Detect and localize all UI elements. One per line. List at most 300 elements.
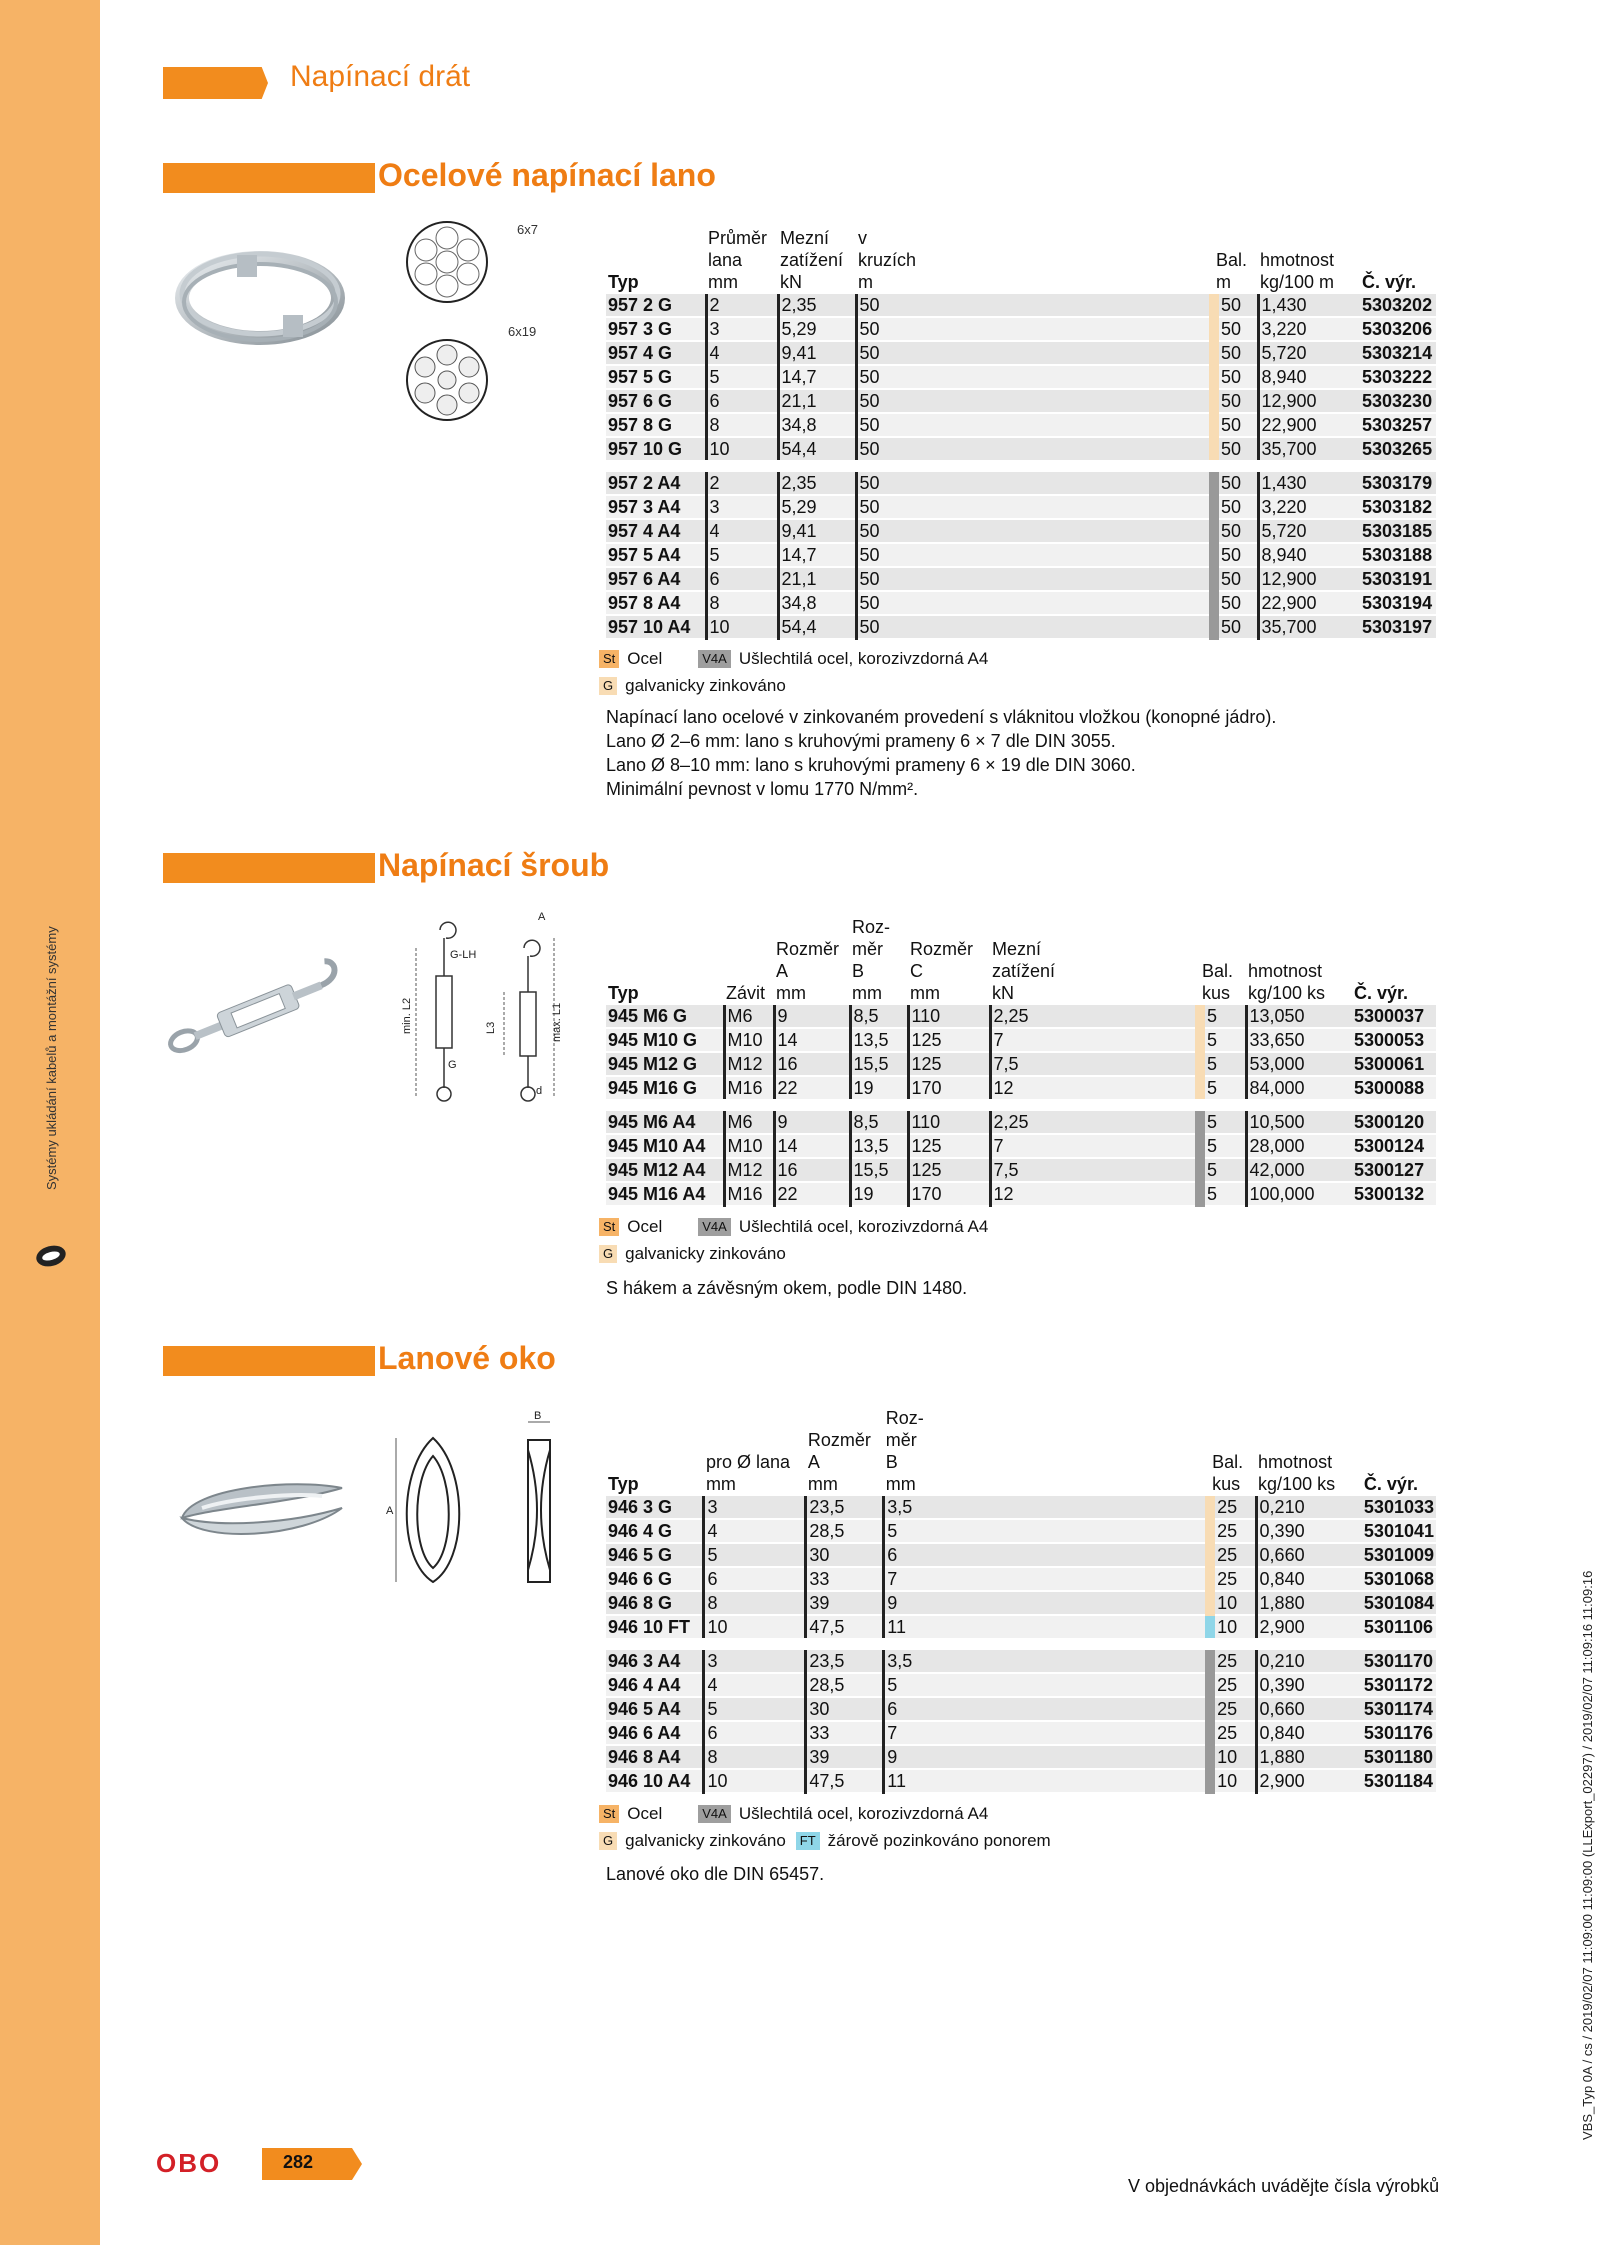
table-header-cell: Závit — [726, 983, 766, 1003]
section-title-lano: Ocelové napínací lano — [378, 157, 716, 193]
value-cell: 8 — [704, 1591, 806, 1615]
table-row — [606, 1745, 1436, 1769]
diagram-label: B — [534, 1410, 542, 1422]
table-header-cell: Bal. — [1202, 961, 1234, 981]
value-cell: 125 — [908, 1134, 990, 1158]
table-row — [606, 365, 1436, 389]
weight-cell: 3,220 — [1258, 495, 1360, 519]
value-cell: 10 — [704, 1769, 806, 1793]
section-title-sroub: Napínací šroub — [378, 847, 610, 883]
table-header-cell — [1352, 961, 1436, 983]
pack-cell: 10 — [1210, 1769, 1256, 1793]
weight-cell: 35,700 — [1258, 437, 1360, 466]
table-header-cell: Č. výr. — [1362, 272, 1417, 292]
table-header-cell: mm — [807, 1474, 838, 1494]
thimble-image — [172, 1448, 352, 1558]
weight-cell: 0,390 — [1256, 1519, 1362, 1543]
table-row — [606, 413, 1436, 437]
type-cell: 946 4 A4 — [606, 1673, 704, 1697]
legend-badge-ft: FT — [796, 1832, 820, 1850]
article-number-cell: 5303191 — [1360, 567, 1436, 591]
legend-badge-v4a: V4A — [698, 1218, 731, 1236]
value-cell: 21,1 — [778, 389, 856, 413]
table-header-cell: kN — [780, 272, 802, 292]
table-row — [606, 1769, 1436, 1793]
value-cell: M6 — [724, 1005, 774, 1028]
weight-cell: 0,660 — [1256, 1543, 1362, 1567]
table-header-cell — [724, 961, 774, 983]
product-table-sroub — [606, 917, 1436, 1207]
value-cell: 3 — [706, 495, 778, 519]
article-number-cell: 5301009 — [1363, 1545, 1434, 1565]
pack-cell: 10 — [1210, 1591, 1256, 1615]
weight-cell: 0,390 — [1256, 1673, 1362, 1697]
table-row — [606, 1567, 1436, 1591]
weight-cell: 53,000 — [1246, 1052, 1352, 1076]
table-header-cell: hmotnost — [1248, 961, 1323, 981]
article-number-cell: 5303206 — [1360, 317, 1436, 341]
type-cell: 946 6 A4 — [606, 1721, 704, 1745]
value-cell: 3 — [706, 317, 778, 341]
table-header-cell — [606, 917, 724, 939]
weight-cell: 0,210 — [1256, 1644, 1362, 1673]
table-header-cell — [1256, 1408, 1362, 1430]
table-header-cell: mm — [776, 983, 806, 1003]
pack-cell: 50 — [1214, 615, 1258, 639]
table-header-cell — [1360, 228, 1436, 250]
article-number-cell: 5303197 — [1360, 615, 1436, 639]
type-cell: 957 6 A4 — [606, 567, 706, 591]
value-cell: M10 — [724, 1134, 774, 1158]
table-header-cell — [1210, 1408, 1256, 1430]
article-number-cell: 5301084 — [1363, 1593, 1434, 1613]
page-number: 282 — [283, 2152, 314, 2172]
table-header-cell: m — [1216, 272, 1231, 292]
value-cell: 50 — [856, 519, 1214, 543]
table-row — [606, 1543, 1436, 1567]
value-cell: 33 — [806, 1567, 884, 1591]
value-cell: 23,5 — [806, 1496, 884, 1519]
article-number-cell: 5300061 — [1352, 1052, 1436, 1076]
product-table-lano — [606, 228, 1436, 640]
type-cell: 945 M16 G — [606, 1076, 724, 1105]
value-cell: 34,8 — [778, 413, 856, 437]
value-cell: 3,5 — [884, 1496, 1210, 1519]
article-number-cell: 5301172 — [1362, 1673, 1436, 1697]
table-row — [606, 1721, 1436, 1745]
value-cell: 23,5 — [806, 1644, 884, 1673]
weight-cell: 22,900 — [1258, 591, 1360, 615]
value-cell: 10 — [704, 1615, 806, 1644]
value-cell: 39 — [806, 1745, 884, 1769]
weight-cell: 2,900 — [1256, 1615, 1362, 1644]
weight-cell: 8,940 — [1258, 365, 1360, 389]
table-header-cell — [1360, 250, 1436, 272]
pack-cell: 5 — [1200, 1076, 1246, 1105]
weight-cell: 0,660 — [1256, 1697, 1362, 1721]
table-header-cell: pro Ø lana — [705, 1452, 790, 1472]
legend-oko — [599, 1800, 1051, 1854]
pack-cell: 50 — [1214, 413, 1258, 437]
legend-text-v4a: Ušlechtilá ocel, korozivzdorná A4 — [738, 648, 989, 668]
diagram-label: L3 — [485, 1021, 497, 1034]
value-cell: 9 — [884, 1745, 1210, 1769]
table-header-cell: Typ — [608, 1474, 639, 1494]
pack-cell: 50 — [1214, 294, 1258, 317]
diagram-label: max. L1 — [551, 1002, 563, 1042]
value-cell: 50 — [856, 413, 1214, 437]
table-header-cell: mm — [885, 1474, 916, 1494]
value-cell: 5,29 — [778, 495, 856, 519]
table-header-cell — [724, 939, 774, 961]
diagram-label: d — [536, 1085, 543, 1097]
section-bar-lano — [163, 163, 375, 193]
value-cell: 7,5 — [990, 1052, 1200, 1076]
value-cell: 14,7 — [778, 543, 856, 567]
weight-cell: 33,650 — [1246, 1028, 1352, 1052]
article-number-cell: 5303265 — [1360, 437, 1436, 466]
table-header-cell — [606, 1430, 704, 1452]
value-cell: 39 — [806, 1591, 884, 1615]
pack-cell: 50 — [1214, 317, 1258, 341]
turnbuckle-diagram — [388, 908, 588, 1118]
pack-cell: 50 — [1214, 495, 1258, 519]
value-cell: 30 — [806, 1697, 884, 1721]
article-number-cell: 5303202 — [1360, 294, 1436, 317]
legend-lano — [599, 645, 988, 699]
table-row — [606, 437, 1436, 466]
value-cell: 14,7 — [778, 365, 856, 389]
table-row — [606, 615, 1436, 639]
table-header-cell — [1352, 939, 1436, 961]
type-cell: 957 4 G — [606, 341, 706, 365]
value-cell: 12 — [990, 1076, 1200, 1105]
diagram-label: A — [386, 1505, 394, 1517]
pack-cell: 25 — [1210, 1496, 1256, 1519]
table-row — [606, 1644, 1436, 1673]
diagram-label: G — [448, 1059, 457, 1071]
weight-cell: 28,000 — [1246, 1134, 1352, 1158]
table-header-cell: Roz- — [885, 1408, 924, 1428]
table-header-cell: měr — [885, 1430, 917, 1450]
type-cell: 957 3 G — [606, 317, 706, 341]
type-cell: 957 5 A4 — [606, 543, 706, 567]
value-cell: 9 — [884, 1591, 1210, 1615]
article-number-cell: 5303194 — [1360, 591, 1436, 615]
value-cell: 9 — [774, 1005, 850, 1028]
value-cell: 21,1 — [778, 567, 856, 591]
value-cell: 5 — [704, 1697, 806, 1721]
table-header-cell: Mezní — [780, 228, 830, 248]
legend-text-ft: žárově pozinkováno ponorem — [827, 1830, 1051, 1850]
note-oko — [606, 1862, 824, 1886]
value-cell: 2 — [706, 466, 778, 495]
pack-cell: 50 — [1214, 567, 1258, 591]
article-number-cell: 5301174 — [1362, 1697, 1436, 1721]
article-number-cell: 5301170 — [1362, 1644, 1436, 1673]
pack-cell: 50 — [1214, 519, 1258, 543]
pack-cell: 25 — [1210, 1697, 1256, 1721]
value-cell: 11 — [884, 1615, 1210, 1644]
legend-text-g: galvanicky zinkováno — [625, 1243, 786, 1263]
type-cell: 946 8 A4 — [606, 1745, 704, 1769]
value-cell: M12 — [724, 1052, 774, 1076]
diagram-label: G-LH — [450, 949, 477, 961]
pack-cell: 50 — [1214, 437, 1258, 466]
table-header-cell — [704, 1430, 806, 1452]
pack-cell: 5 — [1200, 1134, 1246, 1158]
weight-cell: 1,880 — [1256, 1591, 1362, 1615]
table-header-cell: mm — [852, 983, 882, 1003]
table-header-cell: mm — [708, 272, 738, 292]
value-cell: 3,5 — [884, 1644, 1210, 1673]
value-cell: 50 — [856, 389, 1214, 413]
table-row — [606, 1615, 1436, 1644]
pack-cell: 25 — [1210, 1644, 1256, 1673]
value-cell: 3 — [704, 1496, 806, 1519]
value-cell: 13,5 — [850, 1134, 908, 1158]
table-row — [606, 519, 1436, 543]
pack-cell: 5 — [1200, 1182, 1246, 1206]
table-header-cell: v — [858, 228, 867, 248]
table-header-cell — [1362, 1408, 1436, 1430]
type-cell: 945 M12 G — [606, 1052, 724, 1076]
type-cell: 946 8 G — [606, 1591, 704, 1615]
value-cell: 125 — [908, 1158, 990, 1182]
note-line: Minimální pevnost v lomu 1770 N/mm². — [606, 779, 919, 799]
table-header-cell: C — [910, 961, 923, 981]
value-cell: 3 — [704, 1644, 806, 1673]
table-header-cell: A — [807, 1452, 820, 1472]
value-cell: 6 — [884, 1543, 1210, 1567]
table-header-cell — [606, 228, 706, 250]
legend-text-v4a: Ušlechtilá ocel, korozivzdorná A4 — [738, 1803, 989, 1823]
table-header-cell — [724, 917, 774, 939]
legend-text-st: Ocel — [627, 1216, 663, 1236]
type-cell: 957 8 G — [606, 413, 706, 437]
value-cell: 8 — [706, 413, 778, 437]
table-header-cell: Bal. — [1212, 1452, 1244, 1472]
table-header-cell: Rozměr — [807, 1430, 871, 1450]
weight-cell: 10,500 — [1246, 1105, 1352, 1134]
table-row — [606, 1134, 1436, 1158]
value-cell: 5,29 — [778, 317, 856, 341]
table-header-cell: m — [858, 272, 873, 292]
pack-cell: 50 — [1214, 389, 1258, 413]
table-row — [606, 1519, 1436, 1543]
weight-cell: 35,700 — [1258, 615, 1360, 639]
value-cell: 2 — [706, 294, 778, 317]
table-header-cell: Rozměr — [910, 939, 974, 959]
value-cell: 5 — [706, 365, 778, 389]
value-cell: 4 — [704, 1519, 806, 1543]
table-header-cell — [1246, 939, 1352, 961]
weight-cell: 1,430 — [1258, 294, 1360, 317]
value-cell: 6 — [884, 1697, 1210, 1721]
table-header-cell: A — [776, 961, 789, 981]
legend-text-v4a: Ušlechtilá ocel, korozivzdorná A4 — [738, 1216, 989, 1236]
value-cell: 50 — [856, 294, 1214, 317]
value-cell: 50 — [856, 615, 1214, 639]
table-row — [606, 567, 1436, 591]
value-cell: 16 — [774, 1158, 850, 1182]
value-cell: 12 — [990, 1182, 1200, 1206]
article-number-cell: 5301033 — [1363, 1497, 1434, 1517]
value-cell: 10 — [706, 437, 778, 466]
weight-cell: 42,000 — [1246, 1158, 1352, 1182]
table-header-cell: hmotnost — [1260, 250, 1335, 270]
table-header-cell: měr — [852, 939, 883, 959]
weight-cell: 13,050 — [1246, 1005, 1352, 1028]
table-header-cell — [990, 917, 1200, 939]
article-number-cell: 5303182 — [1360, 495, 1436, 519]
table-header-cell: B — [852, 961, 865, 981]
table-row — [606, 543, 1436, 567]
note-line: Lano Ø 2–6 mm: lano s kruhovými prameny 6 × 7 dle DIN 3055. — [606, 731, 1116, 751]
thimble-diagram — [378, 1410, 578, 1595]
legend-badge-g: G — [599, 677, 617, 695]
pack-cell: 50 — [1214, 341, 1258, 365]
value-cell: 110 — [908, 1005, 990, 1028]
article-number-cell: 5301180 — [1362, 1745, 1436, 1769]
weight-cell: 12,900 — [1258, 567, 1360, 591]
type-cell: 946 10 FT — [606, 1615, 704, 1644]
pack-cell: 5 — [1200, 1158, 1246, 1182]
type-cell: 946 3 A4 — [606, 1644, 704, 1673]
table-header-cell — [1258, 228, 1360, 250]
value-cell: 6 — [706, 389, 778, 413]
pack-cell: 25 — [1210, 1543, 1256, 1567]
value-cell: 50 — [856, 341, 1214, 365]
value-cell: M12 — [724, 1158, 774, 1182]
pack-cell: 25 — [1210, 1721, 1256, 1745]
value-cell: 8 — [706, 591, 778, 615]
legend-badge-st: St — [599, 650, 619, 668]
legend-badge-g: G — [599, 1245, 617, 1263]
value-cell: 4 — [706, 519, 778, 543]
value-cell: 50 — [856, 543, 1214, 567]
table-row — [606, 1673, 1436, 1697]
table-header-cell: Č. výr. — [1363, 1474, 1418, 1494]
article-number-cell: 5300124 — [1352, 1134, 1436, 1158]
legend-badge-st: St — [599, 1218, 619, 1236]
table-header-cell: kruzích — [858, 250, 917, 270]
table-header-cell — [1200, 917, 1246, 939]
value-cell: 4 — [706, 341, 778, 365]
table-header-cell: kus — [1212, 1474, 1241, 1494]
table-row — [606, 317, 1436, 341]
value-cell: 8 — [704, 1745, 806, 1769]
footer-note: V objednávkách uvádějte čísla výrobků — [1128, 2176, 1440, 2196]
diagram-label: min. L2 — [401, 997, 413, 1034]
type-cell: 946 6 G — [606, 1567, 704, 1591]
article-number-cell: 5303188 — [1360, 543, 1436, 567]
value-cell: 2,25 — [990, 1105, 1200, 1134]
table-header-cell — [1214, 228, 1258, 250]
article-number-cell: 5301184 — [1362, 1769, 1436, 1793]
pack-cell: 5 — [1200, 1105, 1246, 1134]
value-cell: 14 — [774, 1028, 850, 1052]
weight-cell: 3,220 — [1258, 317, 1360, 341]
diagram-label: 6x7 — [517, 222, 538, 237]
table-row — [606, 1052, 1436, 1076]
table-row — [606, 1076, 1436, 1105]
table-header-cell — [1256, 1430, 1362, 1452]
article-number-cell: 5300120 — [1352, 1105, 1436, 1134]
article-number-cell: 5303230 — [1360, 389, 1436, 413]
table-row — [606, 341, 1436, 365]
table-header-cell: kg/100 ks — [1248, 983, 1326, 1003]
header-tab — [163, 67, 268, 99]
value-cell: 50 — [856, 495, 1214, 519]
table-header-cell: Rozměr — [776, 939, 840, 959]
table-row — [606, 495, 1436, 519]
table-row — [606, 1005, 1436, 1028]
note-line: Lano Ø 8–10 mm: lano s kruhovými prameny 6 × 19 dle DIN 3060. — [606, 755, 1136, 775]
legend-badge-v4a: V4A — [698, 650, 731, 668]
table-header-cell: Typ — [608, 983, 639, 1003]
value-cell: 54,4 — [778, 437, 856, 466]
type-cell: 957 10 A4 — [606, 615, 706, 639]
value-cell: 7,5 — [990, 1158, 1200, 1182]
type-cell: 957 10 G — [606, 437, 706, 466]
wire-coil-image — [165, 230, 355, 360]
section-bar-sroub — [163, 853, 375, 883]
table-row — [606, 1028, 1436, 1052]
table-header-cell — [1352, 917, 1436, 939]
type-cell: 945 M10 A4 — [606, 1134, 724, 1158]
table-row — [606, 591, 1436, 615]
article-number-cell: 5301176 — [1362, 1721, 1436, 1745]
value-cell: 5 — [884, 1673, 1210, 1697]
weight-cell: 5,720 — [1258, 341, 1360, 365]
pack-cell: 50 — [1214, 591, 1258, 615]
table-header-cell — [1362, 1430, 1436, 1452]
weight-cell: 84,000 — [1246, 1076, 1352, 1105]
value-cell: 28,5 — [806, 1673, 884, 1697]
pack-cell: 25 — [1210, 1673, 1256, 1697]
weight-cell: 1,880 — [1256, 1745, 1362, 1769]
value-cell: 34,8 — [778, 591, 856, 615]
table-header-cell — [908, 917, 990, 939]
value-cell: M16 — [724, 1076, 774, 1105]
table-header-cell: Typ — [608, 272, 639, 292]
table-header-cell — [606, 250, 706, 272]
value-cell: 170 — [908, 1076, 990, 1105]
table-header-cell: mm — [705, 1474, 736, 1494]
table-header-cell: B — [885, 1452, 898, 1472]
pack-cell: 10 — [1210, 1745, 1256, 1769]
type-cell: 957 8 A4 — [606, 591, 706, 615]
weight-cell: 0,840 — [1256, 1567, 1362, 1591]
value-cell: 14 — [774, 1134, 850, 1158]
article-number-cell: 5300088 — [1352, 1076, 1436, 1105]
value-cell: 2,25 — [990, 1005, 1200, 1028]
pack-cell: 5 — [1200, 1028, 1246, 1052]
type-cell: 945 M12 A4 — [606, 1158, 724, 1182]
legend-text-st: Ocel — [627, 648, 663, 668]
table-row — [606, 1105, 1436, 1134]
value-cell: 54,4 — [778, 615, 856, 639]
value-cell: 7 — [990, 1028, 1200, 1052]
pack-cell: 25 — [1210, 1567, 1256, 1591]
weight-cell: 12,900 — [1258, 389, 1360, 413]
value-cell: M6 — [724, 1105, 774, 1134]
value-cell: 170 — [908, 1182, 990, 1206]
legend-badge-st: St — [599, 1805, 619, 1823]
table-header-cell: lana — [708, 250, 743, 270]
type-cell: 945 M10 G — [606, 1028, 724, 1052]
